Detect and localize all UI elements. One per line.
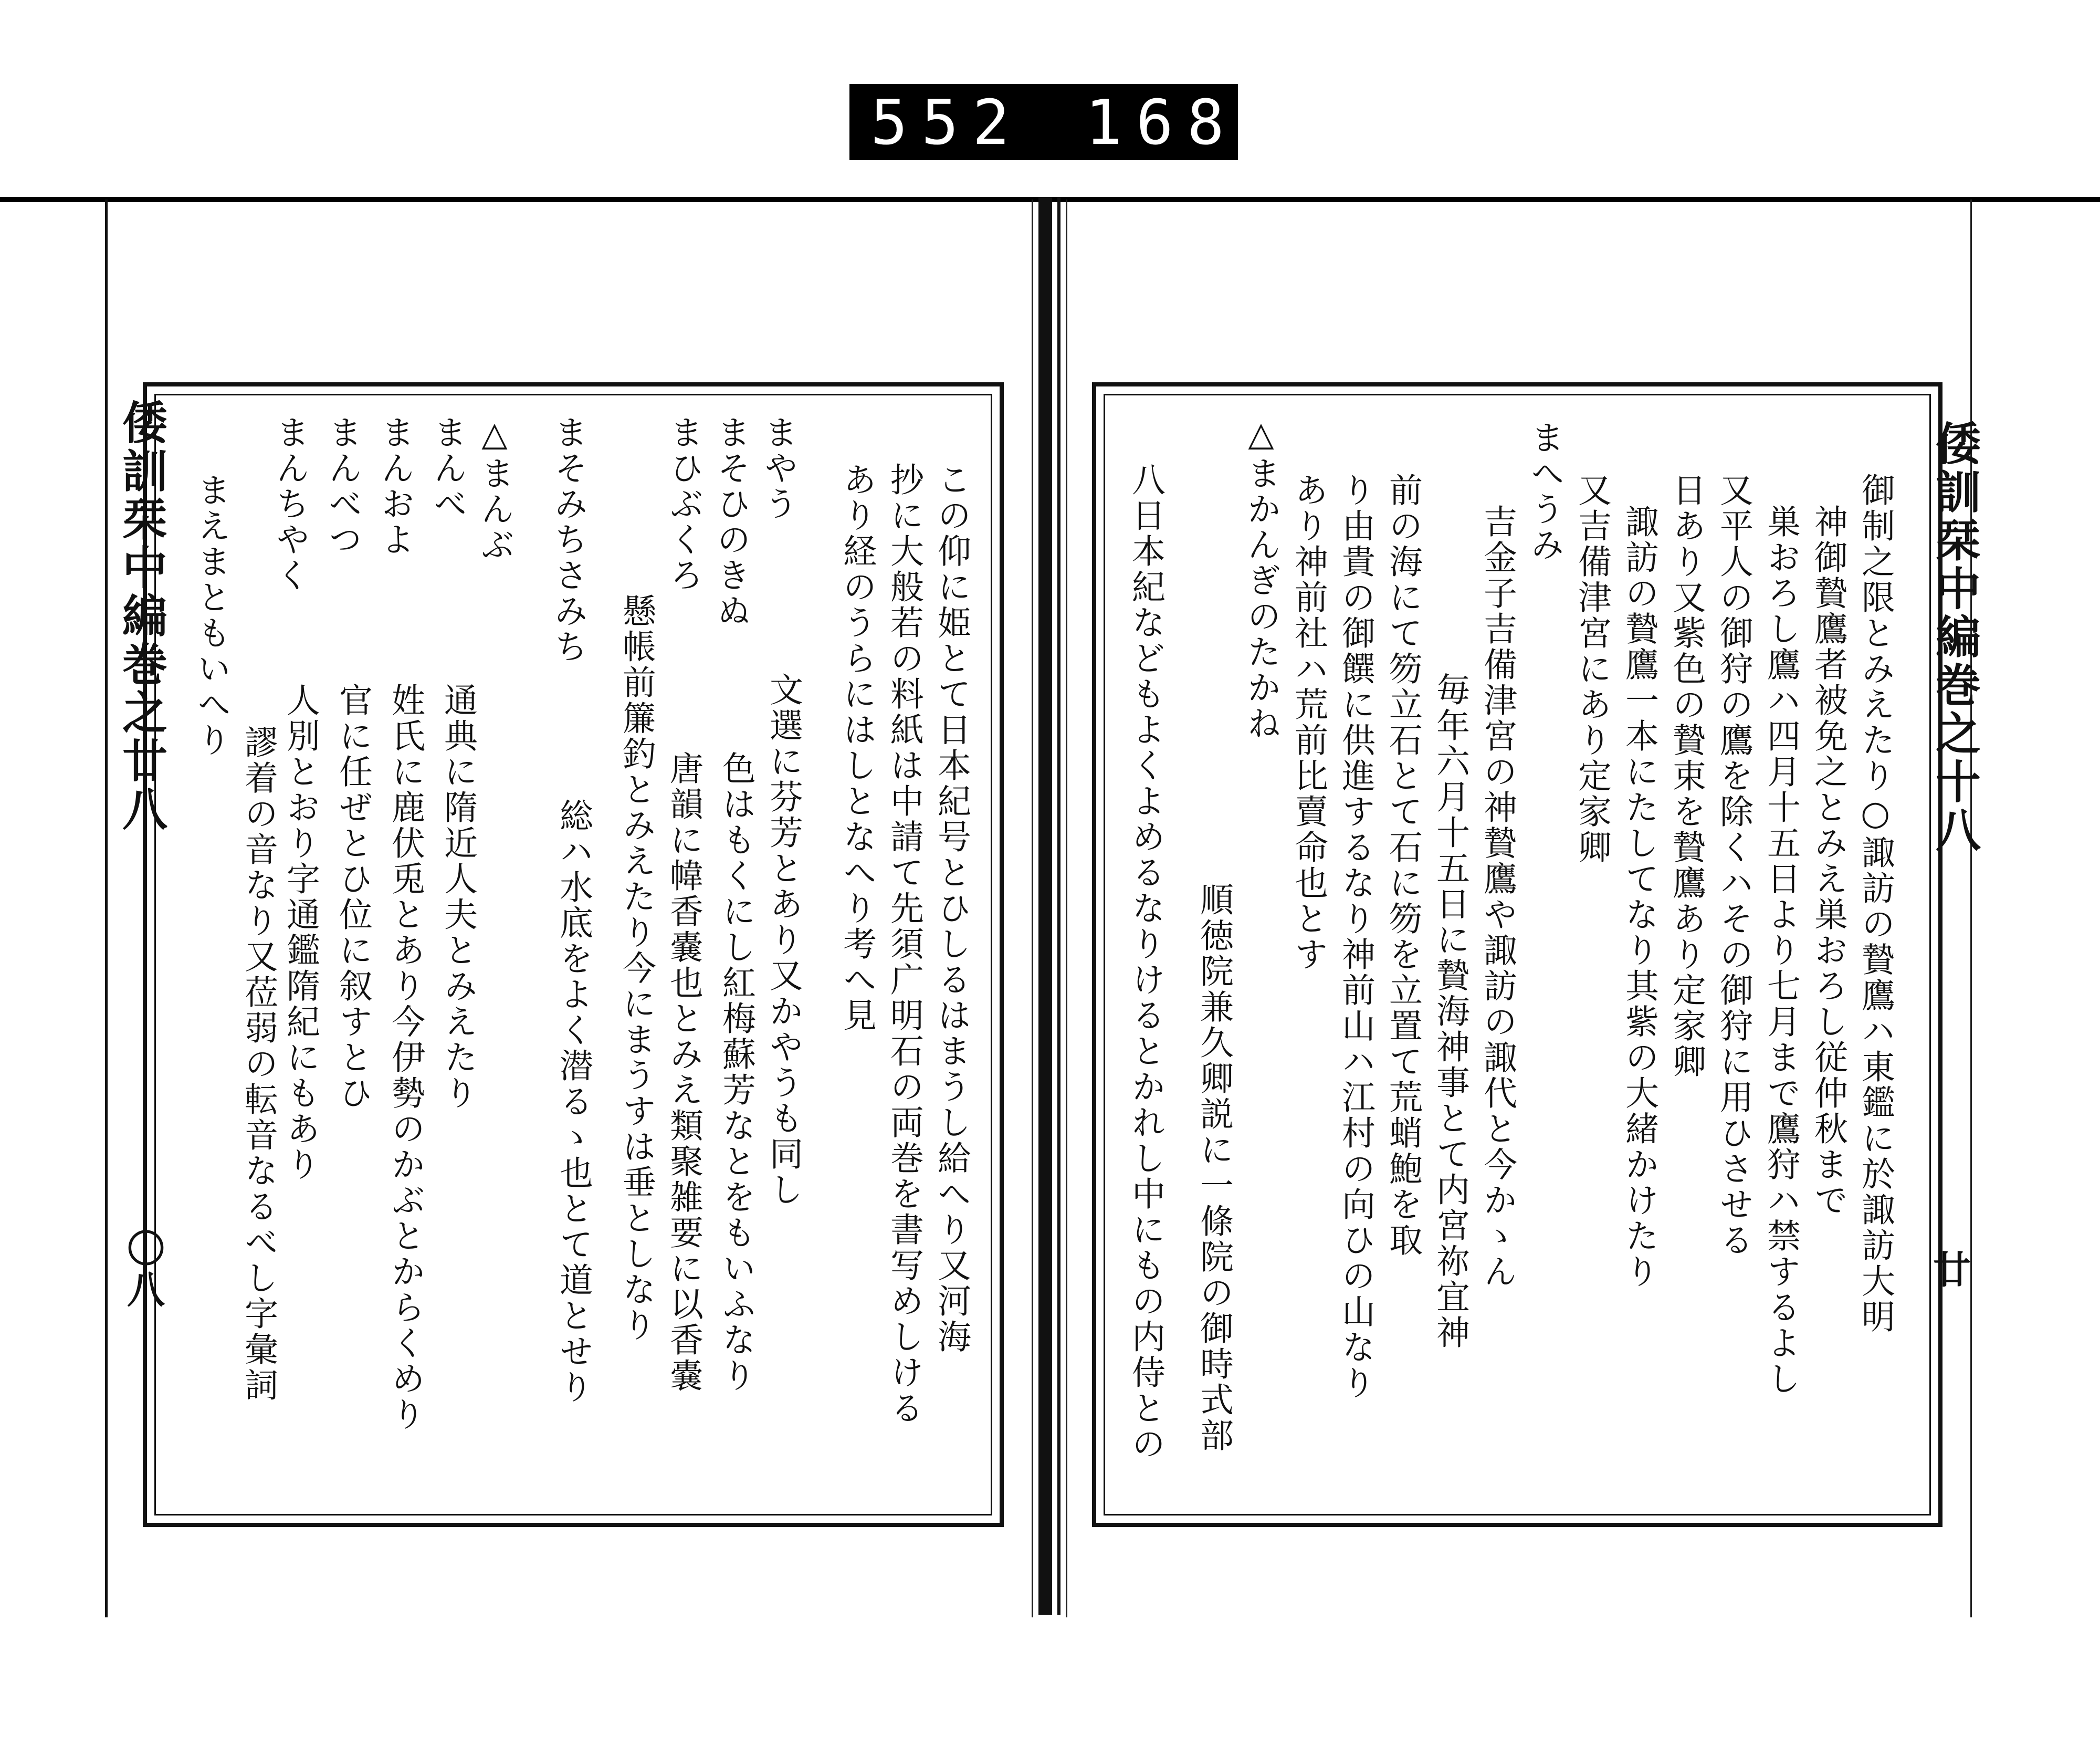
left-page-line: 色はもくにし紅梅蘇芳なとをもいふなり xyxy=(717,751,755,1394)
left-page-line: 通典に隋近人夫とみえたり xyxy=(438,683,477,1111)
left-page-line: 抄に大般若の料紙は中請て先須广明石の両巻を書写めしける xyxy=(885,462,923,1426)
right-page-line: 神御贄鷹者被免之とみえ巣おろし従仲秋まで xyxy=(1809,504,1847,1218)
left-page-line: まひぶくろ xyxy=(664,415,703,593)
right-page-folio: 廿 xyxy=(1927,1250,1971,1291)
right-page-line: △まかんぎのたかね xyxy=(1242,415,1280,741)
book-spine-edge xyxy=(1057,197,1060,1615)
right-page-line: 巣おろし鷹ハ四月十五日より七月まで鷹狩ハ禁するよし xyxy=(1761,504,1800,1397)
right-page-line: 順徳院兼久卿説に一條院の御時式部 xyxy=(1194,882,1233,1454)
left-page-line: 姓氏に鹿伏兎とあり今伊勢のかぶとからくめり xyxy=(386,683,425,1433)
right-page-line: 又平人の御狩の鷹を除くハその御狩に用ひさせる xyxy=(1714,473,1753,1258)
right-page-line: り由貴の御饌に供進するなり神前山ハ江村の向ひの山なり xyxy=(1336,473,1375,1401)
right-page-line: 御制之限とみえたり○諏訪の贄鷹ハ東鑑に於諏訪大明 xyxy=(1856,473,1895,1335)
right-page-line: 八日本紀などもよくよめるなりけるとかれし中にもの内侍との xyxy=(1126,462,1165,1462)
right-page-line: 又吉備津宮にあり定家卿 xyxy=(1572,473,1611,865)
left-page-line: 懸帳前簾釣とみえたり今にまうすは垂としなり xyxy=(617,593,656,1343)
left-page-line: まんべ xyxy=(428,415,467,522)
left-page-line: まそみちさみち xyxy=(549,415,587,665)
left-page-line: 唐韻に幃香嚢也とみえ類聚雑要に以香嚢 xyxy=(664,751,703,1394)
left-page-line: まんべつ xyxy=(323,415,362,558)
right-page-line: まへうみ xyxy=(1525,420,1564,563)
left-page-margin-title: 倭訓栞中編巻之廿八 xyxy=(114,399,167,834)
accession-number-left: 552 xyxy=(870,86,1024,159)
left-page-line: 文選に芬芳とあり又かやうも同し xyxy=(764,672,803,1208)
left-page-line: あり経のうらにはしとなへり考へ見 xyxy=(837,462,876,1033)
left-page-line: まそひのきぬ xyxy=(711,415,750,629)
left-page-line: この仰に姫とて日本紀号とひしるはまうし給へり又河海 xyxy=(932,462,971,1355)
left-page-line: △まんぶ xyxy=(475,415,514,563)
left-page-line: まんちやく xyxy=(270,415,309,593)
accession-number-tag xyxy=(849,84,1238,160)
right-page-line: 前の海にて笏立石とて石に笏を立置て荒蛸鮑を取 xyxy=(1383,473,1422,1258)
left-page-line: まんおよ xyxy=(375,415,414,558)
left-page-line: 謬着の音なり又莅弱の転音なるべし字彙詞 xyxy=(239,725,278,1403)
right-page-line: 諏訪の贄鷹一本にたしてなり其紫の大緒かけたり xyxy=(1620,504,1658,1290)
right-page-line: あり神前社ハ荒前比賣命也とす xyxy=(1289,473,1328,973)
accession-number-right: 168 xyxy=(1085,86,1238,159)
right-page-line: 日あり又紫色の贄束を贄鷹あり定家卿 xyxy=(1667,473,1706,1080)
left-page-line: まえまともいへり xyxy=(192,473,230,758)
left-page-line: 人別とおり字通鑑隋紀にもあり xyxy=(281,683,320,1183)
left-page-line: まやう xyxy=(759,415,797,522)
book-spine xyxy=(1038,197,1052,1615)
right-page-margin-title: 倭訓栞中編巻之十八 xyxy=(1928,420,1981,855)
left-page-line: 官に任ぜとひ位に叙すとひ xyxy=(333,683,372,1111)
right-page-line: 吉金子吉備津宮の神贄鷹や諏訪の諏代と今かゝん xyxy=(1478,504,1517,1290)
left-page-folio: 〇八 xyxy=(121,1229,165,1311)
right-page-line: 毎年六月十五日に贄海神事とて内宮祢宜神 xyxy=(1431,672,1469,1351)
left-page-line: 総ハ水底をよく潜るゝ也とて道とせり xyxy=(554,798,593,1405)
